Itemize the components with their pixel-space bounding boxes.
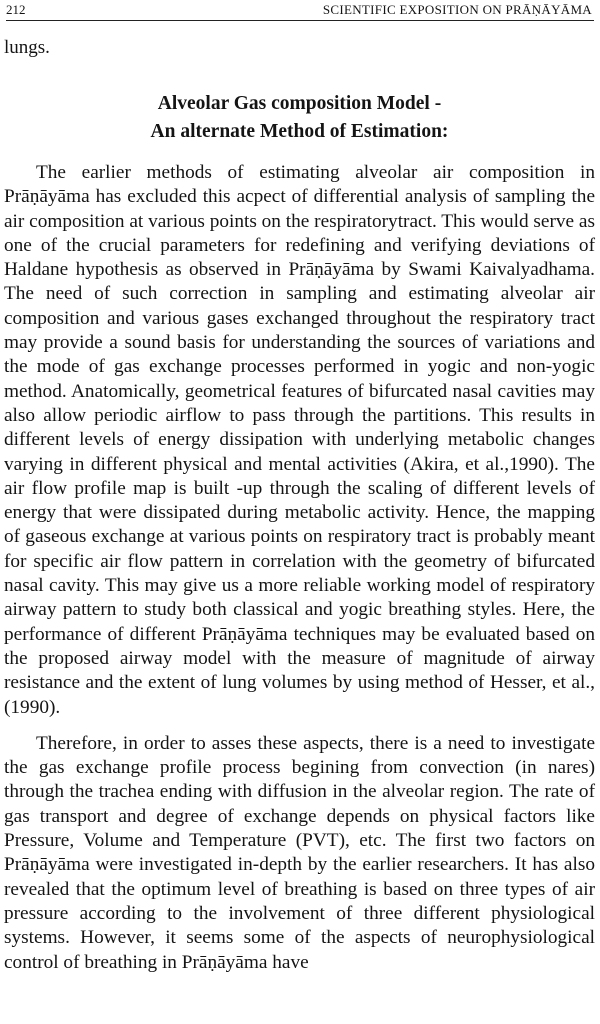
section-heading (4, 90, 595, 146)
page-number: 212 (6, 2, 26, 17)
body-paragraph-1: The earlier methods of estimating alveolar air composition in Prāṇāyāma has excluded this acpect of differential analysis of sampling the air composition at various points on the respiratorytract. This would serve as one of the crucial parameters for redefining and verifying deviations of Haldane hypothesis as observed in Prāṇāyāma by Swami Kaivalyadhama. The need of such correction in sampling and estimating alveolar air composition and various gases exchanged throughout the respiratory tract may provide a sound basis for understanding the sources of variations and the mode of gas exchange processes performed in yogic and non-yogic method. Anatomically, geometrical features of bifurcated nasal cavities may also allow periodic airflow to pass through the partitions. This results in different levels of energy dissipation with underlying metabolic changes varying in different physical and mental activities (Akira, et al.,1990). The air flow profile map is built -up through the scaling of different levels of energy that were dissipated during metabolic activity. Hence, the mapping of gaseous exchange at various points on respiratory tract is probably meant for specific air flow pattern in correlation with the geometry of bifurcated nasal cavity. This may give us a more reliable working model of respiratory airway pattern to study both classical and yogic breathing styles. Here, the performance of different Prāṇāyāma techniques may be evaluated based on the proposed airway model with the measure of magnitude of airway resistance and the extent of lung volumes by using method of Hesser, et al., (1990). (4, 162, 595, 718)
section-heading-line-2: An alternate Method of Estimation: (150, 121, 449, 142)
page-body (4, 36, 595, 975)
running-title: SCIENTIFIC EXPOSITION ON PRĀṆĀYĀMA (322, 2, 592, 17)
body-paragraph-2: Therefore, in order to asses these aspects, there is a need to investigate the gas exchange profile process begining from convection (in nares) through the trachea ending with diffusion in the alveolar region. The rate of gas transport and degree of exchange depends on physical factors like Pressure, Volume and Temperature (PVT), etc. The first two factors on Prāṇāyāma were investigated in-depth by the earlier researchers. It has also revealed that the optimum level of breathing is based on three types of air pressure according to the involvement of three different physiological systems. However, it seems some of the aspects of neurophysiological control of breathing in Prāṇāyāma have (4, 732, 595, 973)
section-heading-line-1: Alveolar Gas composition Model - (157, 93, 442, 114)
continued-text: lungs. (4, 37, 50, 58)
running-header (6, 0, 594, 21)
